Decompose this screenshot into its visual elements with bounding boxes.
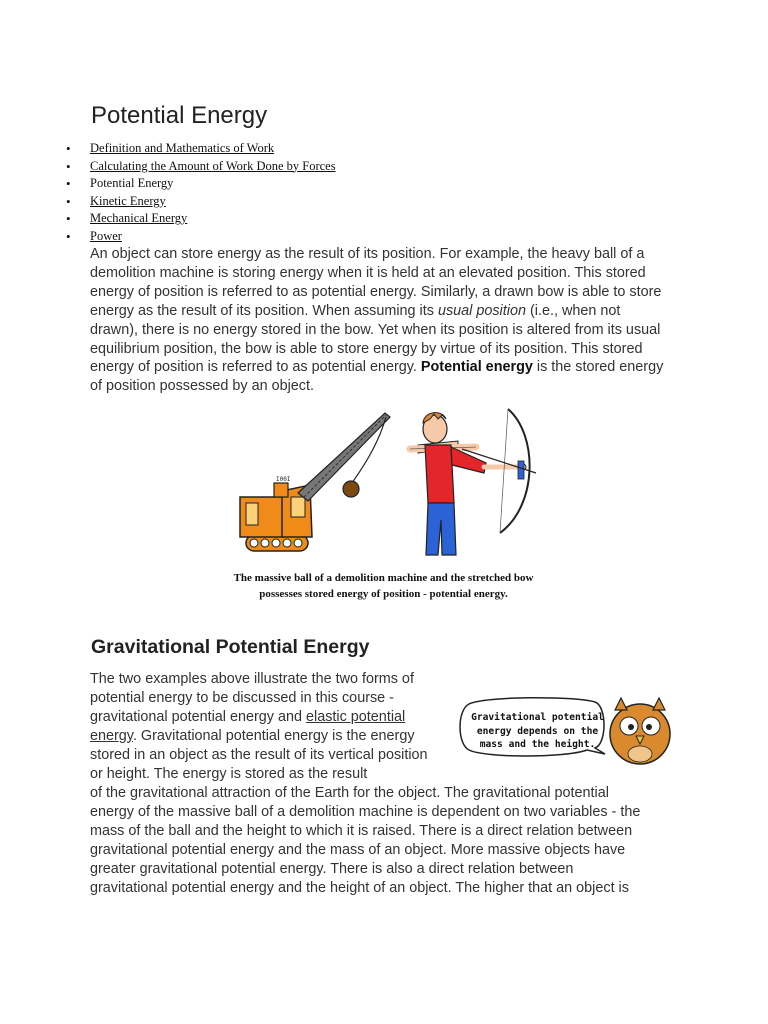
demolition-machine bbox=[240, 413, 390, 551]
topic-item[interactable] bbox=[66, 140, 336, 158]
topic-link-kinetic-energy[interactable]: Kinetic Energy bbox=[90, 193, 166, 208]
topic-list bbox=[66, 140, 336, 246]
potential-energy-term: Potential energy bbox=[420, 359, 533, 376]
intro-paragraph: An object can store energy as the result of its position. For example, the heavy ball of a demolition machine is storing energy when it is held at an elevated position. This stored energy of position is referred to as potential energy. Similarly, a drawn bow is able to store energy as the result of its position. When assuming its usual position (i.e., when not drawn), there is no energy stored in the bow. Yet when its position is altered from its usual equilibrium position, the bow is able to store energy by virtue of its position. This stored energy of position is referred to as potential energy. Potential energy is the stored energy of position possessed by an object. bbox=[90, 246, 664, 395]
topic-label-potential-energy: Potential Energy bbox=[90, 176, 174, 191]
topic-link-mechanical-energy[interactable]: Mechanical Energy bbox=[90, 211, 188, 226]
figure-caption: The massive ball of a demolition machine and the stretched bow possesses stored energy of position - potential energy. bbox=[233, 572, 534, 600]
topic-item[interactable] bbox=[66, 158, 336, 176]
owl-character bbox=[610, 698, 670, 764]
topic-item[interactable] bbox=[66, 193, 336, 211]
speech-balloon-text: Gravitational potential energy depends on the mass and the height. bbox=[471, 712, 604, 750]
potential-energy-illustration bbox=[238, 405, 538, 565]
section-heading-gravitational: Gravitational Potential Energy bbox=[91, 636, 370, 658]
page-title: Potential Energy bbox=[91, 102, 268, 129]
topic-link-power[interactable]: Power bbox=[90, 228, 122, 243]
gravitational-paragraph-body: of the gravitational attraction of the Earth for the object. The gravitational potential energy of the massive ball of a demolition machine is dependent on two variables - the mass of the ball and the height to which it is raised. There is a direct relation between gravitational potential energy and the mass of an object. More massive objects have greater gravitational potential energy. There is also a direct relation between gravitational potential energy and the height of an object. The higher that an object is bbox=[90, 785, 641, 896]
archer-with-bow bbox=[410, 409, 536, 555]
crane-label: I00I bbox=[276, 476, 291, 483]
topic-link-calculating-work[interactable]: Calculating the Amount of Work Done by Forces bbox=[90, 158, 336, 173]
topic-link-definition-work[interactable]: Definition and Mathematics of Work bbox=[90, 141, 275, 155]
topic-item[interactable] bbox=[66, 210, 336, 228]
usual-position-term: usual position bbox=[437, 302, 526, 319]
topic-item-current bbox=[66, 175, 336, 193]
elastic-potential-energy-link[interactable]: elastic potential energy bbox=[90, 708, 406, 744]
topic-item[interactable] bbox=[66, 228, 336, 246]
gravitational-paragraph-intro: The two examples above illustrate the two forms of potential energy to be discussed in this course - gravitational potential energy and elastic potential energy. Gravitational potential energy is the energy stored in an object as the result of its vertical position or height. The energy is stored as the result bbox=[90, 671, 428, 782]
